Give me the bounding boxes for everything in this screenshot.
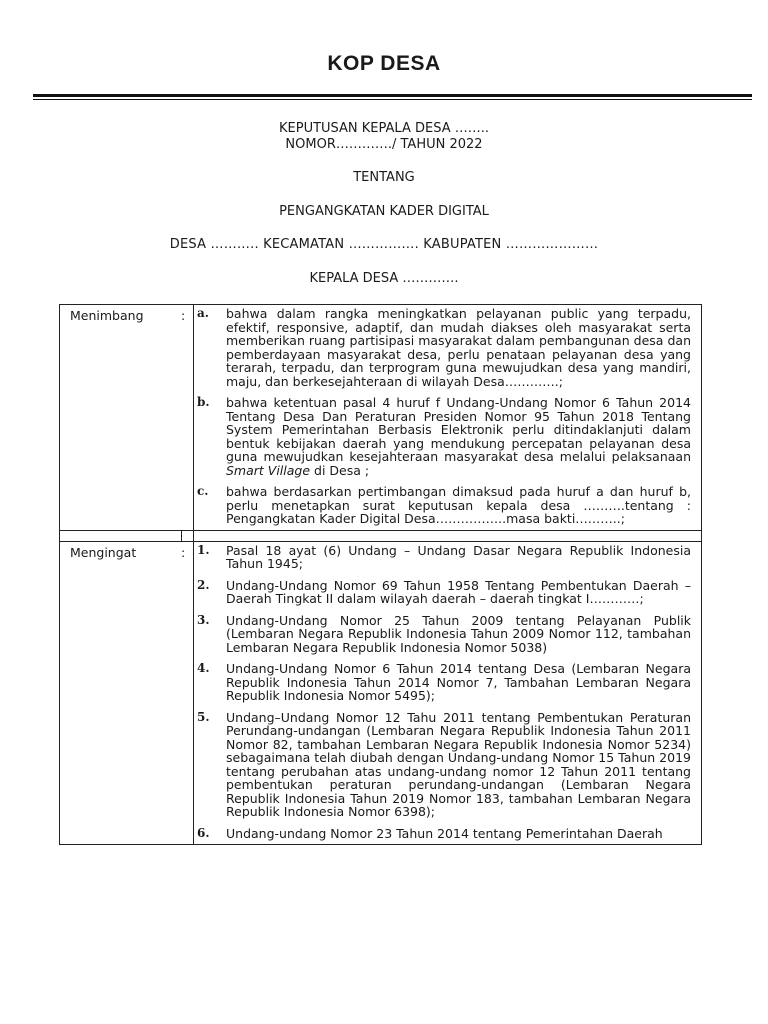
spacer-cell: [194, 530, 702, 541]
decree-title: KEPUTUSAN KEPALA DESA ……..: [278, 121, 489, 136]
item-text-italic: Smart Village: [226, 462, 311, 478]
decree-tentang: TENTANG: [353, 170, 415, 185]
section-colon: :: [181, 541, 194, 845]
list-item: [197, 711, 691, 819]
letterhead-rule-thick: [33, 94, 752, 97]
spacer-cell: [60, 530, 182, 541]
item-marker: a.: [197, 306, 209, 320]
section-row-menimbang: [60, 305, 702, 531]
item-marker: c.: [197, 484, 209, 498]
item-text-part: bahwa ketentuan pasal 4 huruf f Undang-Undang Nomor 6 Tahun 2014 Tentang Desa Dan Peraturan Presiden Nomor 95 Tahun 2018 Tentang System Pemerintahan Berbasis Elektronik perlu ditindaklanjuti dalam bentuk kebijakan daerah yang mendukung percepatan pelayanan desa guna mewujudkan kesejahteraan masyarakat desa melalui pelaksanaan: [226, 395, 691, 464]
item-marker: 6.: [197, 825, 210, 840]
item-marker: 4.: [197, 661, 210, 675]
section-row-mengingat: [60, 541, 702, 845]
list-item: [197, 827, 691, 841]
item-marker: 5.: [197, 709, 210, 724]
item-text: bahwa dalam rangka meningkatkan pelayanan public yang terpadu, efektif, responsive, adaptif, dan mudah diakses oleh masyarakat serta memberikan ruang partisipasi masyarakat dalam pembangunan desa dan pemberdayaan masyarakat desa, perlu penataan pelayanan desa yang terarah, terpadu, dan terprogram guna mewujudkan desa yang mandiri, maju, dan berkesejahteraan di wilayah Desa………….;: [226, 306, 691, 389]
section-colon: :: [181, 305, 194, 531]
item-text: Undang-Undang Nomor 69 Tahun 1958 Tentang Pembentukan Daerah – Daerah Tingkat II dalam wilayah daerah – daerah tingkat I…………;: [226, 577, 691, 606]
item-text: [226, 396, 691, 477]
item-marker: 1.: [197, 542, 210, 557]
decree-subject: PENGANGKATAN KADER DIGITAL: [279, 204, 489, 219]
item-text: bahwa berdasarkan pertimbangan dimaksud pada huruf a dan huruf b, perlu menetapkan surat keputusan kepala desa ……….tentang : Pengangkatan Kader Digital Desa……………..masa bakti………..;: [226, 484, 691, 526]
list-item: [197, 307, 691, 388]
list-item: [197, 396, 691, 477]
section-label: Menimbang: [60, 305, 182, 531]
item-text: Undang-undang Nomor 23 Tahun 2014 tentang Pemerintahan Daerah: [226, 825, 663, 841]
section-content: [194, 305, 702, 531]
list-item: [197, 485, 691, 526]
item-text: Undang-Undang Nomor 25 Tahun 2009 tentang Pelayanan Publik (Lembaran Negara Republik Indonesia Tahun 2009 Nomor 112, tambahan Lembaran Negara Republik Indonesia Nomor 5038): [226, 612, 691, 655]
section-spacer-row: [60, 530, 702, 541]
letterhead-title: KOP DESA: [327, 52, 441, 75]
item-text-part: di Desa ;: [310, 462, 370, 478]
item-marker: 3.: [197, 612, 210, 627]
spacer-cell: [181, 530, 194, 541]
decree-number: NOMOR…………./ TAHUN 2022: [285, 137, 483, 152]
item-text: Undang–Undang Nomor 12 Tahu 2011 tentang Pembentukan Peraturan Perundang-undangan (Lembaran Negara Republik Indonesia Tahun 2011 Nomor 82, tambahan Lembaran Negara Republik Indonesia Nomor 5234) sebagaimana telah diubah dengan Undang-undang Nomor 15 Tahun 2019 tentang perubahan atas undang-undang nomor 12 Tahun 2011 tentang pembentukan peraturan perundang-undangan (Lembaran Negara Republik Indonesia Tahun 2019 Nomor 183, tambahan Lembaran Negara Republik Indonesia Nomor 6398);: [226, 709, 691, 819]
section-label: Mengingat: [60, 541, 182, 845]
list-item: [197, 544, 691, 571]
letterhead-rule-thin: [33, 99, 752, 100]
list-item: [197, 662, 691, 703]
list-item: [197, 614, 691, 655]
list-item: [197, 579, 691, 606]
item-marker: b.: [197, 395, 210, 409]
item-text: Pasal 18 ayat (6) Undang – Undang Dasar Negara Republik Indonesia Tahun 1945;: [226, 542, 691, 571]
decree-issuer: KEPALA DESA ………….: [309, 271, 459, 286]
decree-location: DESA ……….. KECAMATAN ……………. KABUPATEN …………………: [169, 237, 599, 252]
item-marker: 2.: [197, 577, 210, 592]
section-content: [194, 541, 702, 845]
item-text: Undang-Undang Nomor 6 Tahun 2014 tentang Desa (Lembaran Negara Republik Indonesia Tahun 2014 Nomor 7, Tambahan Lembaran Negara Republik Indonesia Nomor 5495);: [226, 661, 691, 703]
considerations-table: [59, 304, 702, 845]
